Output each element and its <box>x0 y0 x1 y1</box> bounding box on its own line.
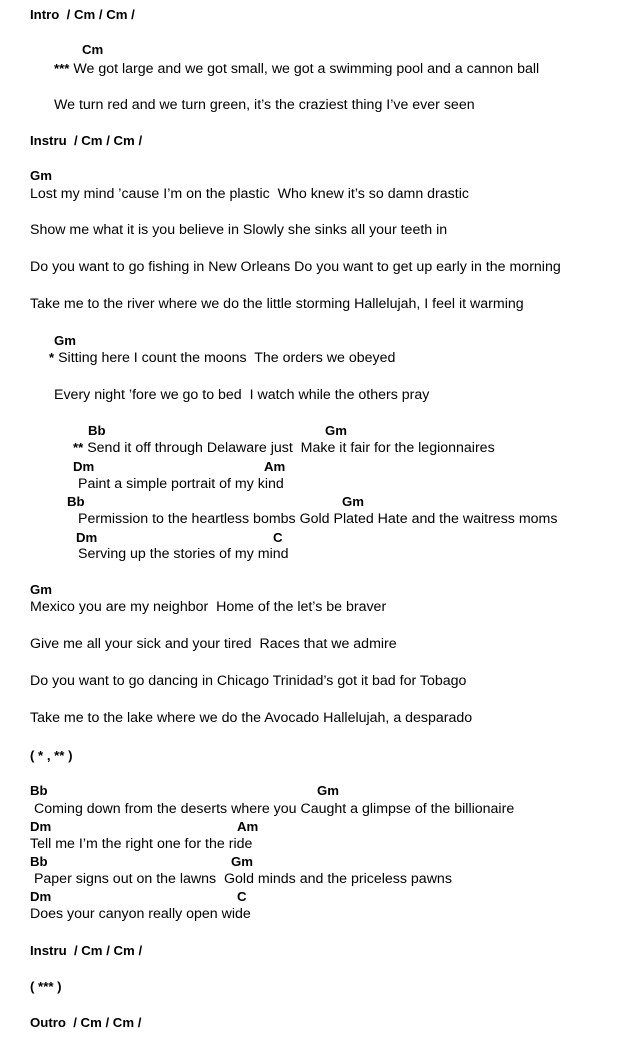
lyric-line: Give me all your sick and your tired Races that we admire <box>30 636 397 652</box>
lyric-line: Paper signs out on the lawns Gold minds and the priceless pawns <box>30 871 452 887</box>
lyric-line: Show me what it is you believe in Slowly she sinks all your teeth in <box>30 222 448 238</box>
lyric-text: We got large and we got small, we got a swimming pool and a cannon ball <box>69 61 540 77</box>
section-marker: ** <box>73 440 84 455</box>
chord-dm: Dm <box>76 530 98 545</box>
chord-am: Am <box>237 819 259 834</box>
lyric-line: Permission to the heartless bombs Gold Plated Hate and the waitress moms <box>78 511 558 527</box>
chord-bb: Bb <box>30 854 48 869</box>
chord-gm: Gm <box>30 168 52 183</box>
lyric-line: Coming down from the deserts where you Caught a glimpse of the billionaire <box>30 801 515 817</box>
section-intro: Intro / Cm / Cm / <box>30 7 135 22</box>
lyric-line: Does your canyon really open wide <box>30 906 251 922</box>
lyric-line: Do you want to go dancing in Chicago Trinidad’s got it bad for Tobago <box>30 673 467 689</box>
lyric-line <box>73 440 495 456</box>
chord-dm: Dm <box>30 819 52 834</box>
chord-bb: Bb <box>88 423 106 438</box>
chord-gm: Gm <box>342 494 364 509</box>
chord-dm: Dm <box>30 889 52 904</box>
chord-gm: Gm <box>30 582 52 597</box>
lyric-line: Tell me I’m the right one for the ride <box>30 836 253 852</box>
chord-gm: Gm <box>317 783 339 798</box>
lyric-text: Sitting here I count the moons The orders we obeyed <box>54 350 396 366</box>
lyric-line: Lost my mind ’cause I’m on the plastic Who knew it’s so damn drastic <box>30 186 469 202</box>
chord-dm: Dm <box>73 459 95 474</box>
lyric-line: We turn red and we turn green, it’s the craziest thing I’ve ever seen <box>54 97 475 113</box>
section-marker: *** <box>54 61 70 76</box>
lyric-line: Every night ’fore we go to bed I watch while the others pray <box>54 387 430 403</box>
chord-gm: Gm <box>231 854 253 869</box>
lyric-line: Take me to the lake where we do the Avocado Hallelujah, a desparado <box>30 710 473 726</box>
section-outro: Outro / Cm / Cm / <box>30 1015 142 1030</box>
chord-c: C <box>273 530 283 545</box>
section-marker: * <box>49 350 55 365</box>
chord-am: Am <box>264 459 286 474</box>
section-instru: Instru / Cm / Cm / <box>30 133 143 148</box>
repeat-marker: ( *** ) <box>30 979 62 994</box>
lyric-line: Do you want to go fishing in New Orleans Do you want to get up early in the morning <box>30 259 561 275</box>
lyric-line: Take me to the river where we do the little storming Hallelujah, I feel it warming <box>30 296 524 312</box>
chord-cm: Cm <box>82 42 104 57</box>
chord-gm: Gm <box>325 423 347 438</box>
lyric-line <box>49 350 395 366</box>
chord-bb: Bb <box>30 783 48 798</box>
lyric-line: Mexico you are my neighbor Home of the let’s be braver <box>30 599 387 615</box>
repeat-marker: ( * , ** ) <box>30 748 73 763</box>
chord-gm: Gm <box>54 333 76 348</box>
section-instru: Instru / Cm / Cm / <box>30 943 143 958</box>
chord-bb: Bb <box>67 494 85 509</box>
lyric-line <box>54 61 539 77</box>
lyric-line: Paint a simple portrait of my kind <box>78 476 284 492</box>
lyric-text: Send it off through Delaware just Make it fair for the legionnaires <box>83 440 495 456</box>
lyric-line: Serving up the stories of my mind <box>78 546 289 562</box>
chord-c: C <box>237 889 247 904</box>
